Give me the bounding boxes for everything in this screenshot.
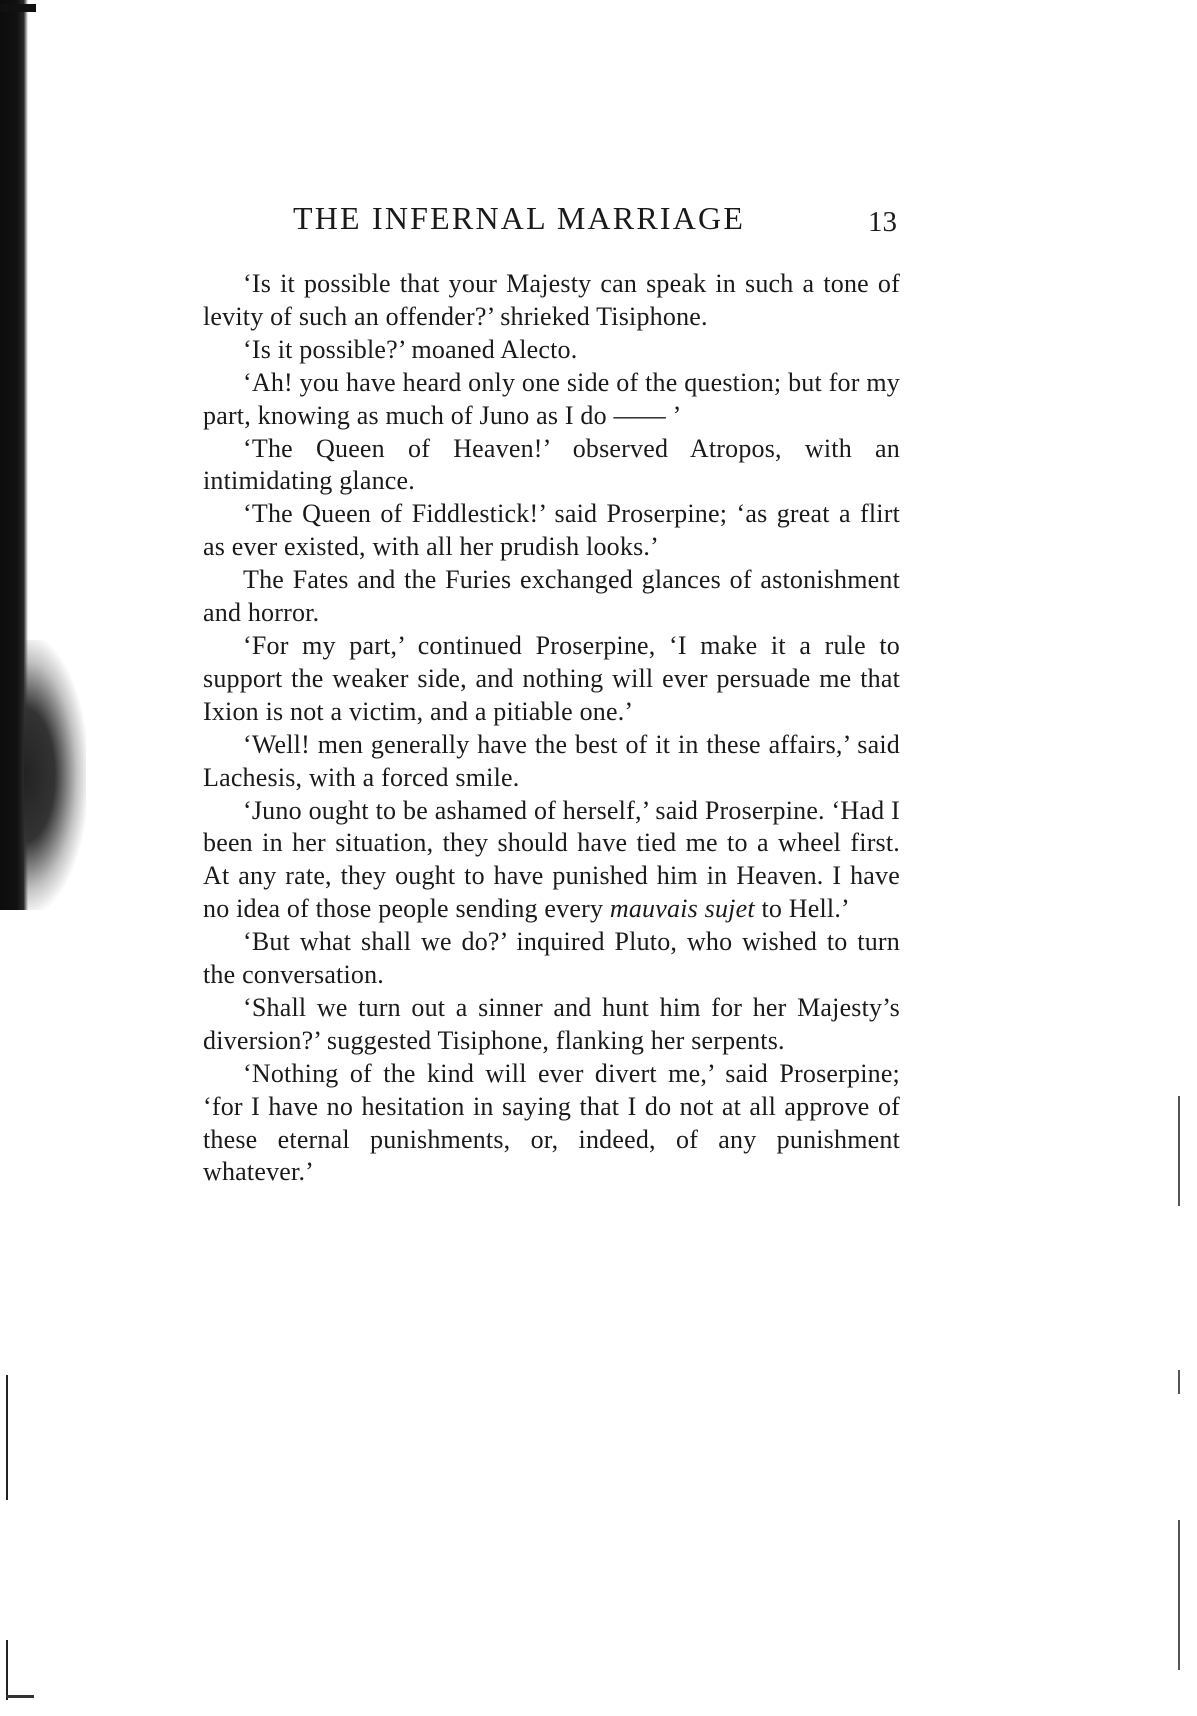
page-edge-foot — [6, 1695, 34, 1698]
paragraph — [203, 795, 900, 927]
paragraph: ‘Nothing of the kind will ever divert me,’ said Proserpine; ‘for I have no hesitation in saying that I do not at all approve of these eternal punishments, or, indeed, of any punishment whatever.’ — [203, 1058, 900, 1187]
paragraph: ‘But what shall we do?’ inquired Pluto, who wished to turn the conversation. — [203, 927, 900, 990]
right-page-edge — [1178, 1520, 1180, 1670]
paragraph-text: ‘Juno ought to be ashamed of herself,’ said Proserpine. ‘Had I been in her situation, they should have tied me to a wheel first. At any rate, they ought to have punished him in Heaven. I have no idea of those people sending every — [203, 795, 900, 924]
right-page-edge — [1178, 1370, 1180, 1394]
paragraph: ‘The Queen of Fiddlestick!’ said Proserpine; ‘as great a flirt as ever existed, with all her prudish looks.’ — [203, 499, 900, 562]
paragraph: The Fates and the Furies exchanged glances of astonishment and horror. — [203, 565, 900, 628]
paragraph: ‘Well! men generally have the best of it in these affairs,’ said Lachesis, with a forced smile. — [203, 729, 900, 792]
paragraph-text: to Hell.’ — [754, 894, 850, 924]
page-number: 13 — [868, 206, 897, 238]
running-head — [203, 200, 903, 244]
page-edge-line — [6, 1375, 8, 1500]
binding-mark — [0, 4, 36, 12]
page-edge-line — [6, 1640, 8, 1700]
italic-phrase: mauvais sujet — [609, 894, 755, 924]
paragraph: ‘The Queen of Heaven!’ observed Atropos, with an intimidating glance. — [203, 433, 900, 496]
paragraph: ‘Shall we turn out a sinner and hunt him for her Majesty’s diversion?’ suggested Tisiphone, flanking her serpents. — [203, 992, 900, 1055]
right-page-edge — [1178, 1096, 1180, 1206]
paragraph: ‘Is it possible?’ moaned Alecto. — [243, 334, 578, 364]
running-title: THE INFERNAL MARRIAGE — [293, 200, 746, 236]
binding-fray — [24, 640, 86, 910]
paragraph: ‘Is it possible that your Majesty can speak in such a tone of levity of such an offender?’ shrieked Tisiphone. — [203, 269, 900, 331]
paragraph: ‘Ah! you have heard only one side of the question; but for my part, knowing as much of Juno as I do —— ’ — [203, 367, 900, 430]
body-text — [203, 268, 900, 1189]
paragraph: ‘For my part,’ continued Proserpine, ‘I make it a rule to support the weaker side, and nothing will ever persuade me that Ixion is not a victim, and a pitiable one.’ — [203, 630, 900, 726]
